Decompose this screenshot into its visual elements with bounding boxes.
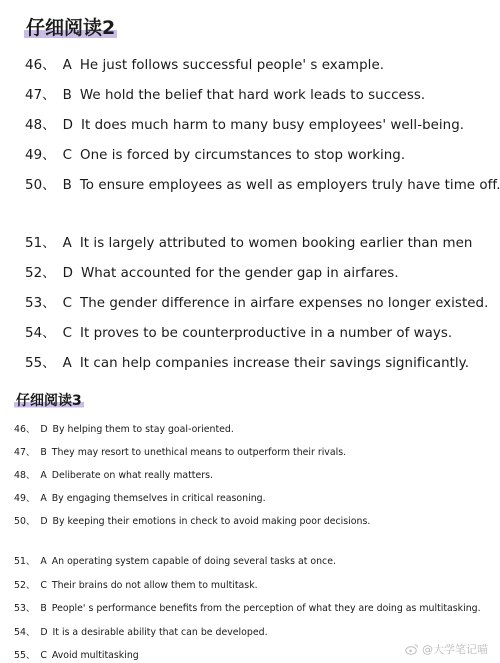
- answer-item: [14, 553, 336, 567]
- answer-text: By helping them to stay goal-oriented.: [52, 424, 234, 435]
- answer-option: B: [62, 178, 72, 193]
- question-number: 50、: [14, 516, 36, 527]
- question-number: 47、: [25, 88, 56, 103]
- answer-item: [25, 322, 452, 341]
- answer-text: The gender difference in airfare expenses no longer existed.: [80, 296, 489, 311]
- question-number: 51、: [14, 556, 36, 567]
- answer-text: One is forced by circumstances to stop working.: [80, 148, 406, 163]
- question-number: 46、: [14, 424, 36, 435]
- answer-option: C: [62, 148, 72, 163]
- answer-text: We hold the belief that hard work leads to success.: [79, 88, 426, 103]
- question-number: 53、: [25, 296, 56, 311]
- answer-item: [14, 490, 266, 504]
- answer-item: [25, 292, 488, 311]
- answer-text: It can help companies increase their savings significantly.: [79, 356, 470, 371]
- answer-text: It is a desirable ability that can be developed.: [52, 626, 268, 638]
- answer-item: [14, 513, 370, 527]
- answer-text: To ensure employees as well as employers truly have time off.: [79, 178, 500, 193]
- answer-item: [14, 444, 346, 458]
- answer-option: D: [40, 516, 48, 527]
- answer-item: [14, 577, 258, 591]
- answer-text: By engaging themselves in critical reasoning.: [51, 493, 266, 504]
- answer-item: [25, 174, 500, 193]
- answer-option: C: [40, 650, 47, 661]
- answer-item: [14, 647, 139, 661]
- answer-item: [25, 114, 464, 133]
- answer-option: D: [62, 118, 73, 133]
- answer-option: D: [40, 626, 48, 638]
- answer-text: Avoid multitasking: [51, 650, 139, 661]
- answer-text: By keeping their emotions in check to avoid making poor decisions.: [52, 516, 371, 527]
- answer-item: [14, 421, 234, 435]
- answer-option: D: [62, 266, 73, 281]
- question-number: 49、: [25, 148, 56, 163]
- answer-option: A: [40, 493, 47, 504]
- answer-text: It proves to be counterproductive in a number of ways.: [80, 326, 453, 341]
- answer-item: [25, 54, 384, 73]
- answer-text: Their brains do not allow them to multitask.: [51, 579, 258, 591]
- answer-option: B: [40, 603, 47, 614]
- answer-option: B: [40, 447, 47, 458]
- answer-option: C: [62, 326, 72, 341]
- question-number: 48、: [14, 470, 36, 481]
- answer-text: He just follows successful people' s example.: [79, 58, 385, 73]
- answer-text: They may resort to unethical means to outperform their rivals.: [51, 447, 347, 458]
- answer-option: B: [62, 88, 72, 103]
- answer-option: C: [62, 296, 72, 311]
- question-number: 52、: [14, 579, 36, 591]
- answer-text: People' s performance benefits from the perception of what they are doing as multitasking.: [51, 603, 481, 614]
- answer-option: C: [40, 579, 47, 591]
- answer-text: It does much harm to many busy employees' well-being.: [80, 118, 465, 133]
- answer-item: [25, 84, 425, 103]
- question-number: 46、: [25, 58, 56, 73]
- answer-item: [25, 262, 399, 281]
- answer-item: [25, 232, 472, 251]
- answer-item: [14, 624, 268, 638]
- question-number: 50、: [25, 178, 56, 193]
- question-number: 55、: [25, 356, 56, 371]
- question-number: 54、: [14, 626, 36, 638]
- watermark: [405, 641, 488, 657]
- answer-text: An operating system capable of doing several tasks at once.: [51, 556, 336, 567]
- question-number: 49、: [14, 493, 36, 504]
- answer-option: A: [62, 58, 72, 73]
- question-number: 47、: [14, 447, 36, 458]
- watermark-text: @大学笔记喵: [422, 643, 488, 656]
- question-number: 52、: [25, 266, 56, 281]
- answer-item: [14, 467, 213, 481]
- answer-item: [25, 352, 469, 371]
- answer-option: A: [40, 470, 47, 481]
- section-2-heading: 仔细阅读2: [26, 17, 116, 39]
- answer-text: What accounted for the gender gap in airfares.: [80, 266, 399, 281]
- answer-item: [14, 600, 481, 614]
- question-number: 53、: [14, 603, 36, 614]
- answer-text: It is largely attributed to women booking earlier than men: [79, 236, 473, 251]
- answer-item: [25, 144, 405, 163]
- answer-option: A: [40, 556, 47, 567]
- question-number: 51、: [25, 236, 56, 251]
- answer-option: A: [62, 356, 72, 371]
- answer-text: Deliberate on what really matters.: [51, 470, 213, 481]
- answer-option: D: [40, 424, 48, 435]
- answer-option: A: [62, 236, 72, 251]
- weibo-icon: [405, 642, 419, 656]
- question-number: 54、: [25, 326, 56, 341]
- question-number: 48、: [25, 118, 56, 133]
- question-number: 55、: [14, 650, 36, 661]
- section-3-heading: 仔细阅读3: [16, 393, 82, 409]
